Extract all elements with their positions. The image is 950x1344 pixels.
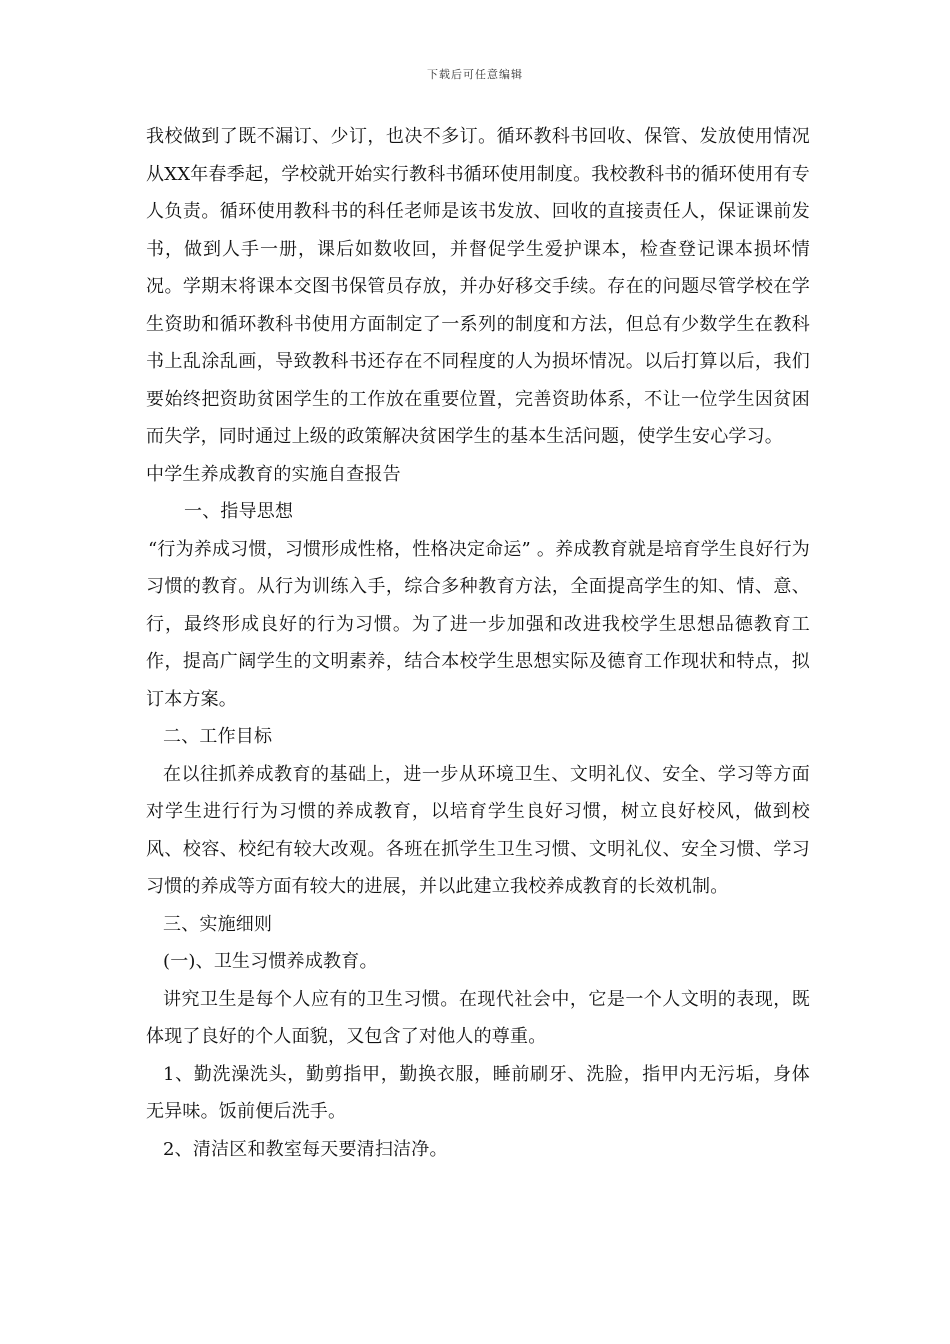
paragraph-textbook-recycling: 我校做到了既不漏订、少订，也决不多订。循环教科书回收、保管、发放使用情况从XX年春季起，学校就开始实行教科书循环使用制度。我校教科书的循环使用有专人负责。循环使用教科书的科任老师是该书发放、回收的直接责任人，保证课前发书，做到人手一册，课后如数收回，并督促学生爱护课本，检查登记课本损坏情况。学期末将课本交图书保管员存放，并办好移交手续。存在的问题尽管学校在学生资助和循环教科书使用方面制定了一系列的制度和方法，但总有少数学生在教科书上乱涂乱画，导致教科书还存在不同程度的人为损坏情况。以后打算以后，我们要始终把资助贫困学生的工作放在重要位置，完善资助体系，不让一位学生因贫困而失学，同时通过上级的政策解决贫困学生的基本生活问题，使学生安心学习。 <box>146 126 810 447</box>
heading-implementation-rules: 三、实施细则 <box>163 913 273 935</box>
subheading-hygiene-habits: (一)、卫生习惯养成教育。 <box>163 951 378 972</box>
list-item-2: 2、清洁区和教室每天要清扫洁净。 <box>163 1138 448 1160</box>
heading-guiding-ideology: 一、指导思想 <box>184 501 294 522</box>
heading-work-goals: 二、工作目标 <box>163 726 273 747</box>
document-body <box>146 118 810 1168</box>
paragraph-work-goals: 在以往抓养成教育的基础上，进一步从环境卫生、文明礼仪、安全、学习等方面对学生进行行为习惯的养成教育，以培育学生良好习惯，树立良好校风，做到校风、校容、校纪有较大改观。各班在抓学生卫生习惯、文明礼仪、安全习惯、学习习惯的养成等方面有较大的进展，并以此建立我校养成教育的长效机制。 <box>146 763 810 897</box>
report-title: 中学生养成教育的实施自查报告 <box>146 463 401 485</box>
paragraph-hygiene-intro: 讲究卫生是每个人应有的卫生习惯。在现代社会中，它是一个人文明的表现，既体现了良好的个人面貌，又包含了对他人的尊重。 <box>146 988 810 1047</box>
page-header: 下载后可任意编辑 <box>427 68 523 81</box>
list-item-1: 1、勤洗澡洗头，勤剪指甲，勤换衣服，睡前刷牙、洗脸，指甲内无污垢，身体无异味。饭前便后洗手。 <box>146 1063 810 1122</box>
paragraph-guiding-ideology: “行为养成习惯，习惯形成性格，性格决定命运” 。养成教育就是培育学生良好行为习惯的教育。从行为训练入手，综合多种教育方法，全面提高学生的知、情、意、行，最终形成良好的行为习惯。为了进一步加强和改进我校学生思想品德教育工作，提高广阔学生的文明素养，结合本校学生思想实际及德育工作现状和特点，拟订本方案。 <box>146 538 810 710</box>
